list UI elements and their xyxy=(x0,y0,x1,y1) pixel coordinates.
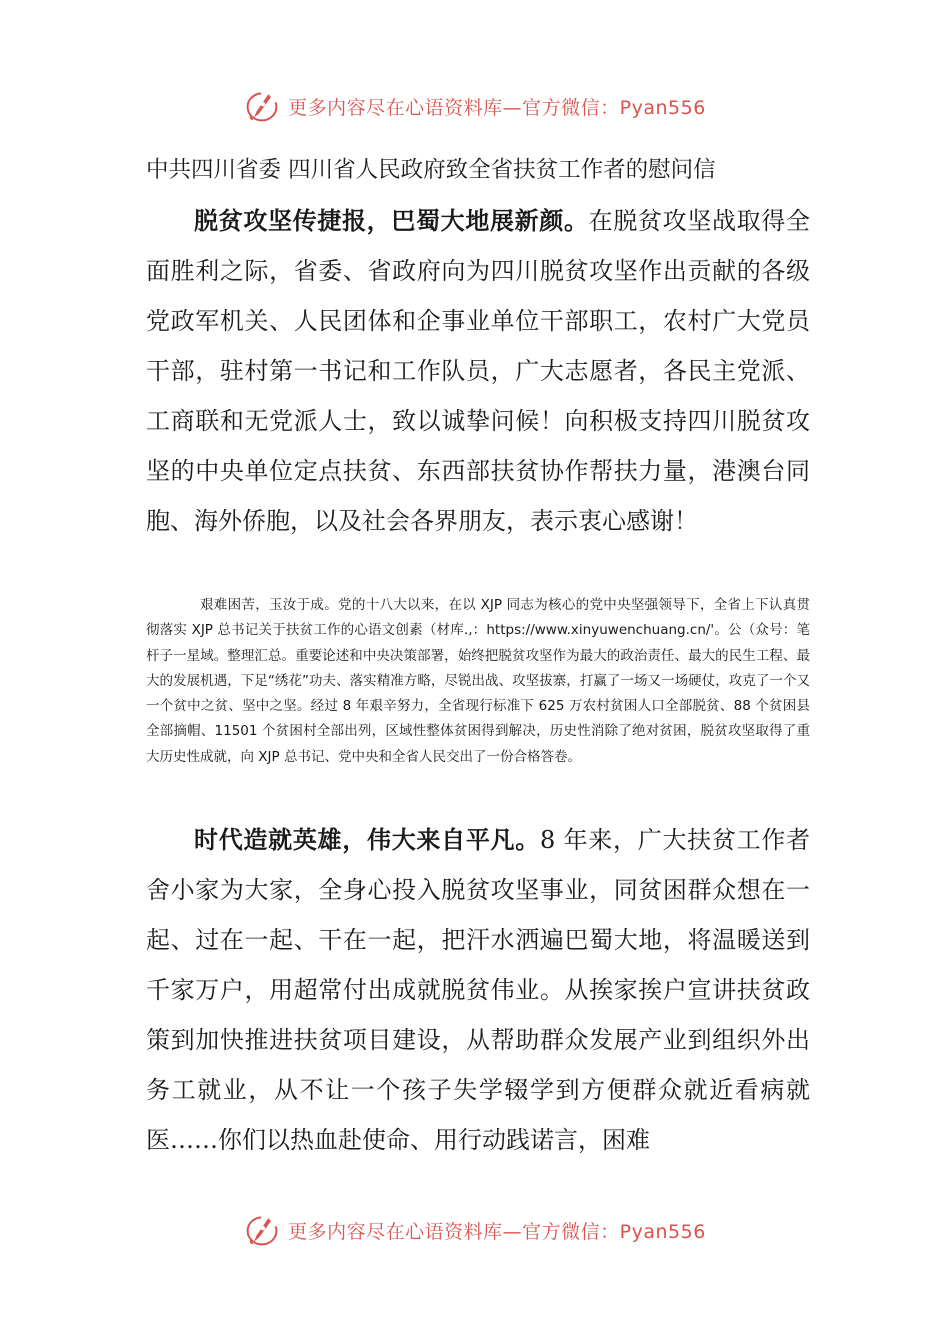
paragraph-1 xyxy=(146,196,810,546)
paragraph-2 xyxy=(146,593,810,770)
footer-watermark-banner xyxy=(0,1208,950,1252)
paragraph-2-body: 艰难困苦，玉汝于成。党的十八大以来，在以 XJP 同志为核心的党中央坚强领导下，全省上下认真贯彻落实 XJP 总书记关于扶贫工作的心语文创素（材库.,：https://www.xinyuwenchuang.cn/'。公（众号：笔杆子一星域。整理汇总。重要论述和中央决策部署，始终把脱贫攻坚作为最大的政治责任、最大的民生工程、最大的发展机遇，下足“绣花”功夫、落实精准方略，尽锐出战、攻坚拔寨，打赢了一场又一场硬仗，攻克了一个又一个贫中之贫、坚中之坚。经过 8 年艰辛努力，全省现行标准下 625 万农村贫困人口全部脱贫、88 个贫困县全部摘帽、11501 个贫困村全部出列，区域性整体贫困得到解决，历史性消除了绝对贫困，脱贫攻坚取得了重大历史性成就，向 XJP 总书记、党中央和全省人民交出了一份合格答卷。 xyxy=(146,597,810,765)
pen-nib-logo-icon xyxy=(244,88,280,124)
footer-watermark-text: 更多内容尽在心语资料库—官方微信：Pyan556 xyxy=(288,1220,706,1243)
header-watermark-banner xyxy=(0,84,950,128)
document-title: 中共四川省委 四川省人民政府致全省扶贫工作者的慰问信 xyxy=(146,157,716,183)
paragraph-1-lead: 脱贫攻坚传捷报，巴蜀大地展新颜。 xyxy=(194,206,589,235)
paragraph-3-body: 8 年来，广大扶贫工作者舍小家为大家，全身心投入脱贫攻坚事业，同贫困群众想在一起、过在一起、干在一起，把汗水洒遍巴蜀大地，将温暖送到千家万户，用超常付出成就脱贫伟业。从挨家挨户宣讲扶贫政策到加快推进扶贫项目建设，从帮助群众发展产业到组织外出务工就业，从不让一个孩子失学辍学到方便群众就近看病就医……你们以热血赴使命、用行动践诺言，困难 xyxy=(146,826,811,1154)
paragraph-3 xyxy=(146,815,810,1165)
header-watermark-text: 更多内容尽在心语资料库—官方微信：Pyan556 xyxy=(288,96,706,119)
pen-nib-logo-icon xyxy=(244,1212,280,1248)
paragraph-1-body: 在脱贫攻坚战取得全面胜利之际，省委、省政府向为四川脱贫攻坚作出贡献的各级党政军机关、人民团体和企事业单位干部职工，农村广大党员干部，驻村第一书记和工作队员，广大志愿者，各民主党派、工商联和无党派人士，致以诚挚问候！向积极支持四川脱贫攻坚的中央单位定点扶贫、东西部扶贫协作帮扶力量，港澳台同胞、海外侨胞，以及社会各界朋友，表示衷心感谢！ xyxy=(146,207,811,535)
paragraph-3-lead: 时代造就英雄，伟大来自平凡。 xyxy=(194,825,540,854)
